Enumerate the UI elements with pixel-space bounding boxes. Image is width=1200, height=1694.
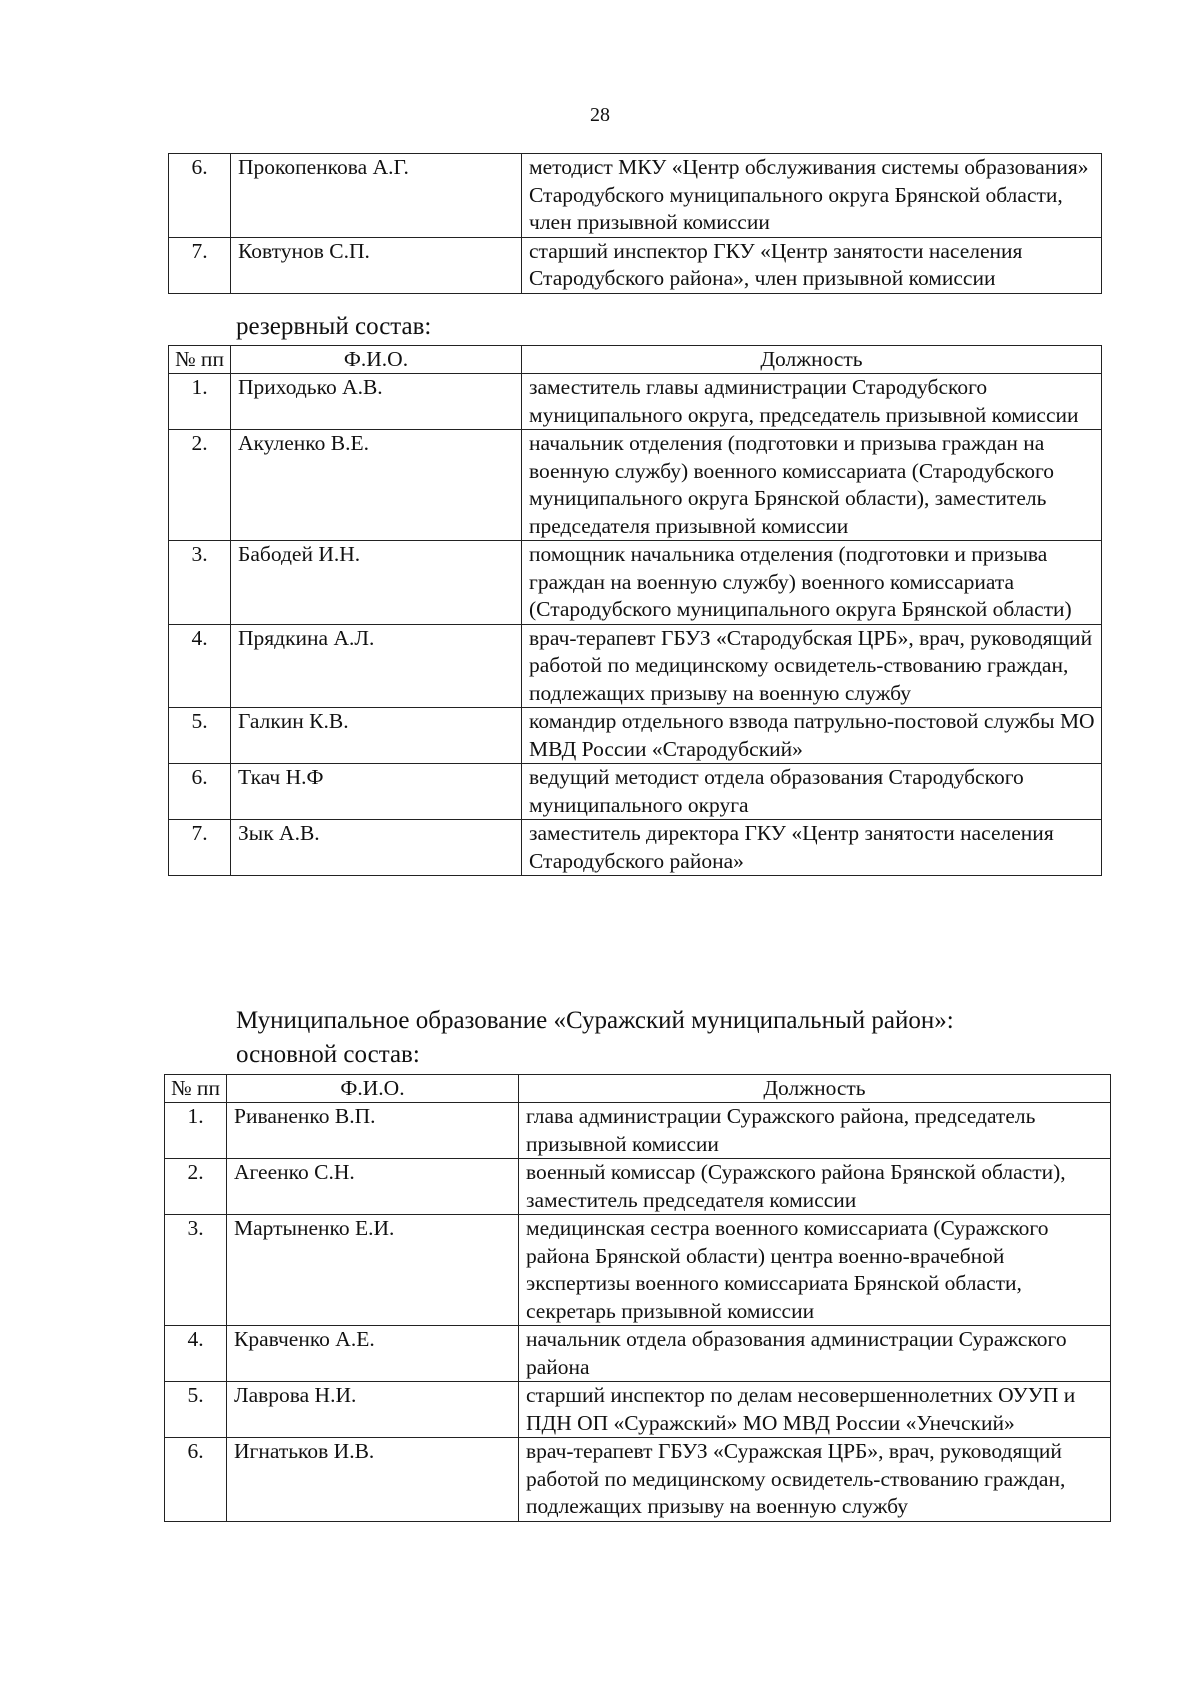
row-number: 2. (169, 430, 231, 541)
person-name: Ткач Н.Ф (231, 764, 522, 820)
commission-table-continued (168, 153, 1102, 294)
person-position: начальник отделения (подготовки и призыва граждан на военную службу) военного комиссариата (Стародубского муниципального округа Брянской области), заместитель председателя призывной комиссии (522, 430, 1102, 541)
person-name: Риваненко В.П. (227, 1103, 519, 1159)
person-name: Кравченко А.Е. (227, 1326, 519, 1382)
person-position: старший инспектор ГКУ «Центр занятости населения Стародубского района», член призывной комиссии (522, 237, 1102, 293)
suraj-main-composition-table (164, 1074, 1111, 1522)
table-row (165, 1103, 1111, 1159)
table-body (165, 1103, 1111, 1522)
person-position: начальник отдела образования администрации Суражского района (519, 1326, 1111, 1382)
person-position: методист МКУ «Центр обслуживания системы образования» Стародубского муниципального округа Брянской области, член призывной комиссии (522, 154, 1102, 238)
table-row (169, 541, 1102, 625)
table-row (165, 1382, 1111, 1438)
person-name: Прокопенкова А.Г. (231, 154, 522, 238)
table-row (165, 1326, 1111, 1382)
person-position: военный комиссар (Суражского района Брянской области), заместитель председателя комиссии (519, 1159, 1111, 1215)
person-name: Ковтунов С.П. (231, 237, 522, 293)
table-body (169, 154, 1102, 294)
person-position: командир отдельного взвода патрульно-постовой службы МО МВД России «Стародубский» (522, 708, 1102, 764)
row-number: 6. (169, 154, 231, 238)
row-number: 4. (169, 624, 231, 708)
person-position: старший инспектор по делам несовершеннолетних ОУУП и ПДН ОП «Суражский» МО МВД России «Унечский» (519, 1382, 1111, 1438)
header-fio: Ф.И.О. (227, 1075, 519, 1103)
header-position: Должность (519, 1075, 1111, 1103)
reserve-composition-table (168, 345, 1102, 876)
table-row (169, 820, 1102, 876)
row-number: 1. (169, 374, 231, 430)
person-position: врач-терапевт ГБУЗ «Стародубская ЦРБ», врач, руководящий работой по медицинскому освидетель-ствованию граждан, подлежащих призыву на военную службу (522, 624, 1102, 708)
table-row (169, 237, 1102, 293)
table-row (169, 764, 1102, 820)
table-header-row (165, 1075, 1111, 1103)
header-fio: Ф.И.О. (231, 346, 522, 374)
row-number: 6. (169, 764, 231, 820)
person-position: заместитель директора ГКУ «Центр занятости населения Стародубского района» (522, 820, 1102, 876)
person-position: ведущий методист отдела образования Стародубского муниципального округа (522, 764, 1102, 820)
reserve-section-label: резервный состав: (236, 313, 432, 340)
person-position: врач-терапевт ГБУЗ «Суражская ЦРБ», врач, руководящий работой по медицинскому освидетель-ствованию граждан, подлежащих призыву на военную службу (519, 1438, 1111, 1522)
table-header-row (169, 346, 1102, 374)
person-name: Приходько А.В. (231, 374, 522, 430)
header-num: № пп (165, 1075, 227, 1103)
row-number: 6. (165, 1438, 227, 1522)
header-num: № пп (169, 346, 231, 374)
row-number: 4. (165, 1326, 227, 1382)
municipality-title: Муниципальное образование «Суражский муниципальный район»: (236, 1007, 954, 1034)
table-row (169, 430, 1102, 541)
table-body (169, 374, 1102, 876)
row-number: 3. (165, 1215, 227, 1326)
row-number: 1. (165, 1103, 227, 1159)
table-row (169, 708, 1102, 764)
person-name: Мартыненко Е.И. (227, 1215, 519, 1326)
row-number: 7. (169, 820, 231, 876)
person-name: Акуленко В.Е. (231, 430, 522, 541)
row-number: 7. (169, 237, 231, 293)
person-position: заместитель главы администрации Стародубского муниципального округа, председатель призывной комиссии (522, 374, 1102, 430)
header-position: Должность (522, 346, 1102, 374)
person-name: Прядкина А.Л. (231, 624, 522, 708)
row-number: 5. (169, 708, 231, 764)
person-position: помощник начальника отделения (подготовки и призыва граждан на военную службу) военного комиссариата (Стародубского муниципального округа Брянской области) (522, 541, 1102, 625)
person-name: Бабодей И.Н. (231, 541, 522, 625)
main-section-label: основной состав: (236, 1041, 420, 1068)
table-row (169, 624, 1102, 708)
row-number: 5. (165, 1382, 227, 1438)
person-name: Игнатьков И.В. (227, 1438, 519, 1522)
page-number: 28 (590, 104, 610, 126)
person-position: глава администрации Суражского района, председатель призывной комиссии (519, 1103, 1111, 1159)
person-name: Лаврова Н.И. (227, 1382, 519, 1438)
row-number: 3. (169, 541, 231, 625)
row-number: 2. (165, 1159, 227, 1215)
table-row (165, 1438, 1111, 1522)
table-row (165, 1215, 1111, 1326)
person-position: медицинская сестра военного комиссариата (Суражского района Брянской области) центра военно-врачебной экспертизы военного комиссариата Брянской области, секретарь призывной комиссии (519, 1215, 1111, 1326)
person-name: Зык А.В. (231, 820, 522, 876)
person-name: Галкин К.В. (231, 708, 522, 764)
table-row (165, 1159, 1111, 1215)
table-row (169, 374, 1102, 430)
person-name: Агеенко С.Н. (227, 1159, 519, 1215)
table-row (169, 154, 1102, 238)
